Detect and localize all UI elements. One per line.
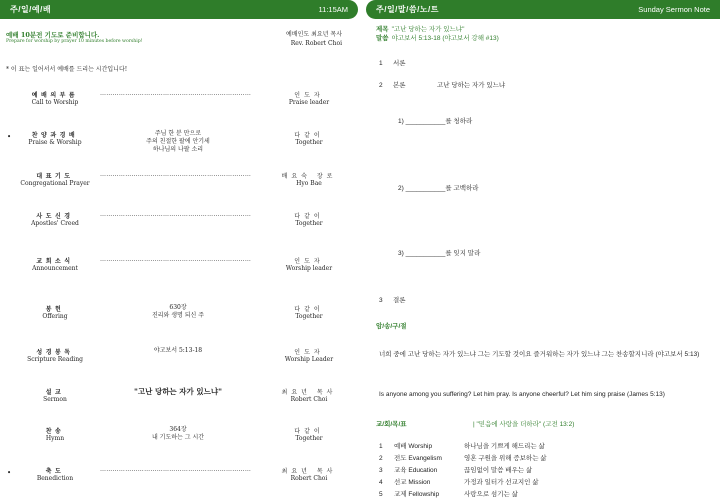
order-detail-line: 주님 한 분 만으로	[154, 130, 202, 137]
outline-text: 고난 당하는 자가 있느냐	[437, 82, 506, 89]
order-item-english: Benediction	[36, 475, 74, 482]
order-item-korean: 찬양과경배	[31, 132, 79, 139]
church-goal-heading	[376, 419, 575, 428]
order-item-leader-english: Together	[295, 313, 323, 320]
fill-in-blank: 1) ___________를 청하라	[398, 118, 473, 125]
worship-order-row	[0, 256, 358, 284]
outline-label: 결론	[393, 297, 406, 304]
order-detail-line: 야고보서 5:13-18	[153, 347, 203, 354]
worship-order-row	[0, 426, 358, 454]
worship-order-row	[0, 211, 358, 239]
worship-order-panel	[0, 0, 358, 498]
order-item-korean: 축도	[45, 468, 65, 475]
goal-description: 하나님을 기쁘게 해드리는 삶	[464, 443, 545, 450]
order-item-leader-korean: 다같이	[294, 213, 324, 220]
scripture-line	[376, 33, 499, 42]
goal-number: 1	[379, 443, 383, 450]
order-item-english: Apostles' Creed	[31, 220, 79, 227]
order-item-leader-korean: 다같이	[294, 428, 324, 435]
fill-in-blank: 3) ___________를 잊지 말라	[398, 250, 481, 257]
standing-notice: * 이 표는 일어서서 예배를 드리는 시간입니다!	[6, 66, 128, 73]
scripture-value: 야고보서 5:13-18 (야고보서 강해 #13)	[391, 35, 499, 42]
order-item-korean: 대표기도	[36, 173, 74, 180]
sermon-title-label: 제목	[376, 26, 389, 33]
memory-verse-english: Is anyone among you suffering? Let him pray. Is anyone cheerful? Let him sing praise (James 5:13)	[379, 391, 665, 398]
order-item-english: Hymn	[45, 435, 65, 442]
outline-num: 3	[379, 297, 383, 304]
order-item-leader-korean: 최요년 목사	[281, 468, 337, 475]
order-item-leader-korean: 인도자	[294, 349, 324, 356]
goal-number: 5	[379, 491, 383, 498]
outline-num: 1	[379, 60, 383, 67]
order-item-korean: 교회소식	[36, 258, 74, 265]
worship-title: 주/일/예/배	[10, 5, 52, 14]
prep-subtitle: Prepare for worship by prayer 10 minutes before worship!	[6, 39, 143, 44]
sermon-note-panel	[366, 0, 720, 498]
worship-header-bar	[0, 0, 358, 19]
order-item-leader-english: Worship leader	[285, 265, 333, 272]
order-item-korean: 찬송	[45, 428, 65, 435]
order-item-detail	[100, 304, 256, 320]
worship-order-row	[0, 466, 358, 494]
outline-label: 서론	[393, 60, 406, 67]
order-item-leader-english: Together	[295, 139, 323, 146]
worship-order-row	[0, 90, 358, 118]
order-item-english: Sermon	[43, 396, 67, 403]
goal-description: 끊임없이 말씀 배우는 삶	[464, 467, 533, 474]
outline-item	[379, 58, 437, 67]
order-item-leader-korean: 배요숙 장로	[281, 173, 337, 180]
worship-leader	[286, 30, 342, 48]
goal-number: 3	[379, 467, 383, 474]
goal-number: 2	[379, 455, 383, 462]
order-detail-line: 364장	[169, 426, 187, 433]
church-goal-row	[379, 489, 518, 498]
church-goal-label: 교/회/목/표	[376, 421, 407, 428]
order-item-english: Offering	[42, 313, 68, 320]
worship-order-row	[0, 304, 358, 332]
order-item-detail	[100, 426, 256, 442]
memory-verse-heading: 암/송/구/절	[376, 323, 407, 330]
order-detail-line: 주의 친절한 팔에 안기세	[146, 138, 210, 145]
sermon-note-subtitle: Sunday Sermon Note	[638, 5, 710, 14]
order-item-leader-english: Robert Choi	[290, 475, 328, 482]
outline-label: 본론	[393, 82, 406, 89]
goal-name: 교육 Education	[394, 467, 438, 474]
outline-num: 2	[379, 82, 383, 89]
order-item-leader-korean: 다같이	[294, 306, 324, 313]
standing-marker: •	[7, 469, 12, 477]
leader-ko: 예배인도 최요년 목사	[286, 31, 342, 38]
order-item-detail	[100, 130, 256, 154]
order-item-korean: 예배의부름	[31, 92, 79, 99]
order-detail-line: 630장	[169, 304, 187, 311]
order-detail-line: 내 기도하는 그 시간	[151, 434, 205, 441]
order-item-leader-english: Together	[295, 435, 323, 442]
order-item-leader-korean: 최요년 목사	[281, 389, 337, 396]
order-item-korean: 설교	[45, 389, 65, 396]
church-goal-quote: | "믿음에 사랑을 더하라" (고전 13:2)	[473, 421, 575, 428]
goal-name: 선교 Mission	[394, 479, 431, 486]
order-item-leader-korean: 다같이	[294, 132, 324, 139]
order-detail-line: 하나님의 나팔 소리	[152, 146, 204, 153]
dotted-leader: ………………………………………………………………	[100, 90, 252, 97]
goal-name: 전도 Evangelism	[394, 455, 442, 462]
order-item-leader-korean: 인도자	[294, 92, 324, 99]
worship-order-row	[0, 347, 358, 375]
order-item-english: Scripture Reading	[27, 356, 83, 363]
scripture-label: 말씀	[376, 35, 389, 42]
outline-item	[379, 295, 437, 304]
order-item-leader-korean: 인도자	[294, 258, 324, 265]
goal-name: 예배 Worship	[394, 443, 433, 450]
goal-description: 영혼 구원을 위해 증보하는 삶	[464, 455, 547, 462]
order-item-korean: 봉헌	[45, 306, 65, 313]
church-goal-row	[379, 453, 547, 462]
worship-order-row	[0, 130, 358, 158]
order-item-detail	[100, 388, 256, 396]
church-goal-row	[379, 441, 545, 450]
memory-verse-korean: 너희 중에 고난 당하는 자가 있느냐 그는 기도할 것이요 즐거워하는 자가 있느냐 그는 찬송할지니라 (야고보서 5:13)	[379, 351, 700, 358]
order-item-leader-english: Worship Leader	[284, 356, 334, 363]
dotted-leader: ………………………………………………………………	[100, 256, 252, 263]
order-item-leader-english: Praise leader	[288, 99, 330, 106]
dotted-leader: ………………………………………………………………	[100, 171, 252, 178]
goal-number: 4	[379, 479, 383, 486]
worship-order-row	[0, 387, 358, 415]
fill-in-blank: 2) ___________를 고백하라	[398, 185, 479, 192]
goal-description: 사랑으로 섬기는 삶	[464, 491, 518, 498]
order-item-korean: 성경봉독	[36, 349, 74, 356]
church-goal-row	[379, 477, 539, 486]
sermon-note-title: 주/일/말/씀/노/트	[376, 5, 439, 14]
sermon-header-bar	[366, 0, 720, 19]
goal-description: 가정과 일터가 선교지인 삶	[464, 479, 539, 486]
outline-item	[379, 80, 505, 89]
goal-name: 교제 Fellowship	[394, 491, 440, 498]
dotted-leader: ………………………………………………………………	[100, 211, 252, 218]
order-item-english: Announcement	[32, 265, 78, 272]
order-item-leader-english: Together	[295, 220, 323, 227]
order-item-leader-english: Robert Choi	[290, 396, 328, 403]
leader-en: Rev. Robert Choi	[290, 40, 342, 47]
standing-marker: •	[7, 133, 12, 141]
dotted-leader: ………………………………………………………………	[100, 466, 252, 473]
sermon-title-value: "고난 당하는 자가 있느냐"	[391, 26, 465, 33]
order-item-english: Praise & Worship	[28, 139, 82, 146]
order-item-detail	[100, 347, 256, 355]
order-item-korean: 사도신경	[36, 213, 74, 220]
worship-order-row	[0, 171, 358, 199]
order-item-english: Call to Worship	[31, 99, 79, 106]
sermon-title-line	[376, 24, 464, 33]
order-item-leader-english: Hyo Bae	[296, 180, 322, 187]
church-goal-row	[379, 465, 532, 474]
order-detail-line: 진리와 생명 되신 주	[151, 312, 205, 319]
prep-title: 예배 10분전 기도로 준비합니다.	[6, 31, 100, 39]
order-detail-line: "고난 당하는 자가 있느냐"	[133, 387, 223, 396]
worship-time: 11:15AM	[318, 5, 348, 14]
order-item-english: Congregational Prayer	[20, 180, 90, 187]
